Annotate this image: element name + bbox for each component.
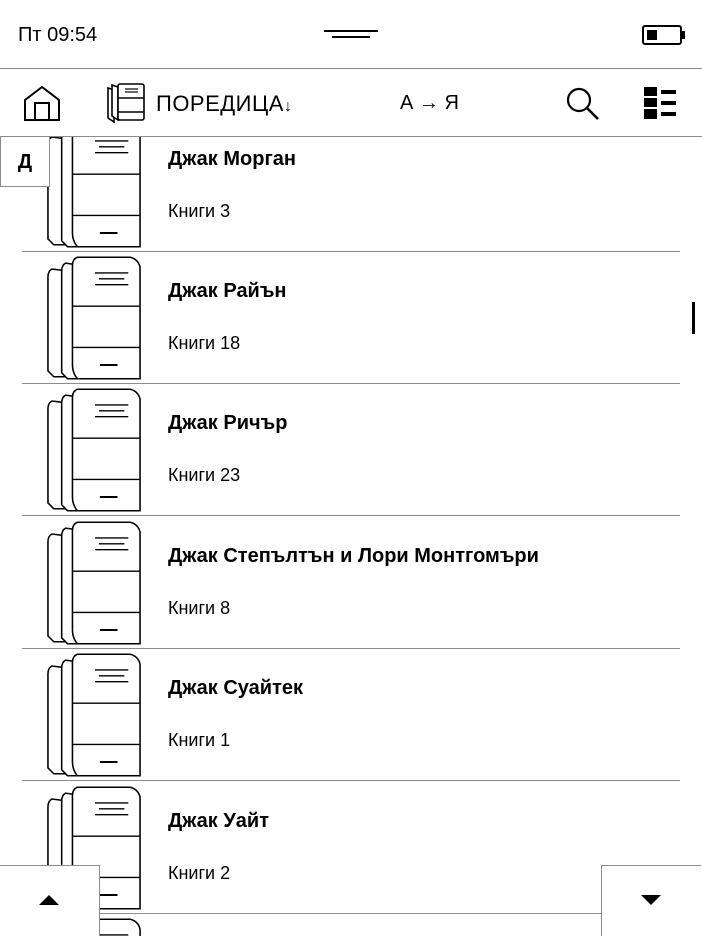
book-stack-icon (46, 651, 142, 779)
triangle-down-icon (640, 893, 662, 907)
book-count: Книги 8 (168, 598, 231, 618)
book-count: Книги 1 (168, 730, 231, 750)
alphabet-index-tab[interactable]: Д (0, 137, 50, 187)
scroll-position-indicator (692, 302, 695, 334)
series-title: Джак Степълтън и Лори Монтгомъри (168, 545, 539, 567)
book-stack-icon (46, 519, 142, 647)
book-count: Книги 3 (168, 201, 231, 221)
dropdown-arrow-icon: ↓ (283, 98, 293, 115)
home-icon[interactable] (22, 83, 62, 123)
book-count: Книги 23 (168, 465, 241, 485)
book-count: Книги 18 (168, 333, 241, 353)
status-time: Пт 09:54 (18, 24, 98, 46)
list-item[interactable] (22, 137, 680, 252)
list-item[interactable] (22, 649, 680, 781)
book-count: Книги 2 (168, 863, 231, 883)
status-bar (0, 0, 702, 68)
view-mode-label: ПОРЕДИЦА (156, 91, 284, 116)
list-item[interactable] (22, 914, 680, 936)
series-view-icon[interactable] (104, 82, 148, 124)
book-stack-icon (46, 254, 142, 382)
triangle-up-icon (38, 893, 60, 907)
book-stack-icon (46, 137, 142, 250)
list-item[interactable] (22, 517, 680, 649)
series-title: Джак Морган (168, 148, 296, 170)
menu-handle-icon[interactable] (324, 28, 378, 40)
search-icon[interactable] (564, 85, 600, 121)
toolbar (0, 68, 702, 137)
page-down-button[interactable] (601, 865, 701, 936)
page-up-button[interactable] (0, 865, 100, 936)
list-item[interactable] (22, 384, 680, 516)
series-title: Джак Суайтек (168, 677, 304, 699)
list-item[interactable] (22, 252, 680, 384)
sort-order-button[interactable]: А → Я (400, 92, 459, 114)
series-title: Джак Уайт (168, 810, 270, 832)
list-layout-icon[interactable] (644, 87, 676, 119)
view-mode-dropdown[interactable] (156, 91, 292, 117)
series-title: Джак Райън (168, 280, 287, 302)
series-title: Джак Ричър (168, 412, 288, 434)
battery-icon (642, 24, 686, 46)
book-stack-icon (46, 386, 142, 514)
list-item[interactable] (22, 782, 680, 914)
series-list[interactable] (0, 137, 702, 936)
